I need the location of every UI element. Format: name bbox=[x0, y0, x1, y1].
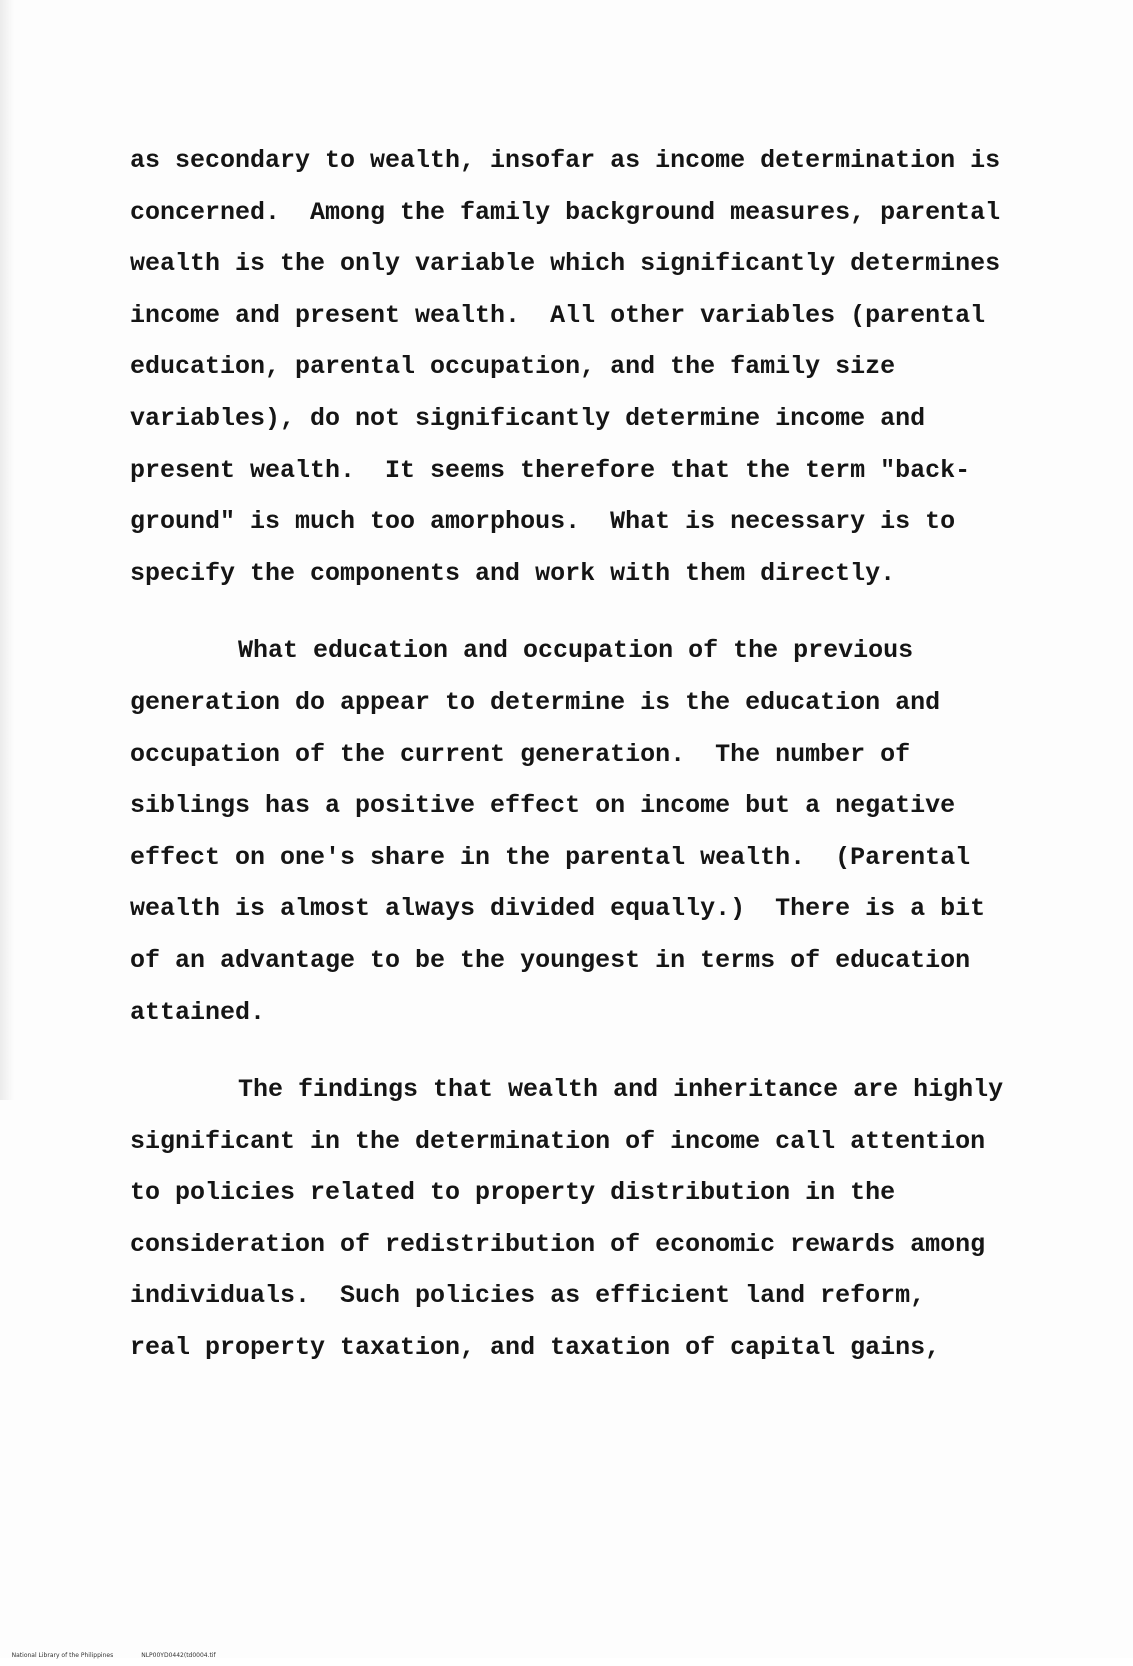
text-line: as secondary to wealth, insofar as income determination is bbox=[130, 146, 1001, 175]
text-line: education, parental occupation, and the family size bbox=[130, 352, 896, 382]
text-line: to policies related to property distribution in the bbox=[130, 1178, 896, 1208]
paragraph-gap bbox=[130, 1038, 1030, 1064]
text-line: consideration of redistribution of economic rewards among bbox=[130, 1229, 986, 1259]
text-line: real property taxation, and taxation of capital gains, bbox=[130, 1333, 941, 1363]
text-line: ground" is much too amorphous. What is necessary is to bbox=[130, 507, 956, 537]
paragraph-gap bbox=[130, 599, 1030, 625]
footer-library: National Library of the Philippines bbox=[11, 1652, 114, 1659]
body-text bbox=[130, 135, 1030, 1374]
footer-file: NLP00YD0442(td0004.tif bbox=[141, 1652, 216, 1659]
text-line: siblings has a positive effect on income but a negative bbox=[130, 791, 956, 821]
text-line: wealth is the only variable which significantly determines bbox=[130, 249, 1001, 279]
scan-footer bbox=[4, 1645, 216, 1666]
text-line: specify the components and work with them directly. bbox=[130, 558, 896, 588]
text-line: wealth is almost always divided equally.) There is a bit bbox=[130, 894, 986, 924]
text-line: effect on one's share in the parental wealth. (Parental bbox=[130, 842, 971, 872]
text-line: income and present wealth. All other variables (parental bbox=[130, 300, 986, 330]
paragraph-3 bbox=[130, 1064, 1030, 1374]
paragraph-2 bbox=[130, 625, 1030, 1038]
text-line: significant in the determination of income call attention bbox=[130, 1126, 986, 1156]
paragraph-1 bbox=[130, 135, 1030, 599]
text-line: attained. bbox=[130, 997, 266, 1027]
text-line: generation do appear to determine is the education and bbox=[130, 687, 941, 717]
text-line: of an advantage to be the youngest in terms of education bbox=[130, 945, 971, 975]
text-line: present wealth. It seems therefore that the term "back- bbox=[130, 455, 971, 485]
scan-edge-shadow bbox=[0, 0, 14, 1100]
text-line: variables), do not significantly determine income and bbox=[130, 403, 926, 433]
text-line: concerned. Among the family background measures, parental bbox=[130, 197, 1001, 227]
text-line: The findings that wealth and inheritance are highly bbox=[238, 1075, 1004, 1105]
text-line: What education and occupation of the previous bbox=[238, 636, 914, 666]
text-line: individuals. Such policies as efficient land reform, bbox=[130, 1281, 926, 1311]
text-line: occupation of the current generation. The number of bbox=[130, 739, 911, 769]
